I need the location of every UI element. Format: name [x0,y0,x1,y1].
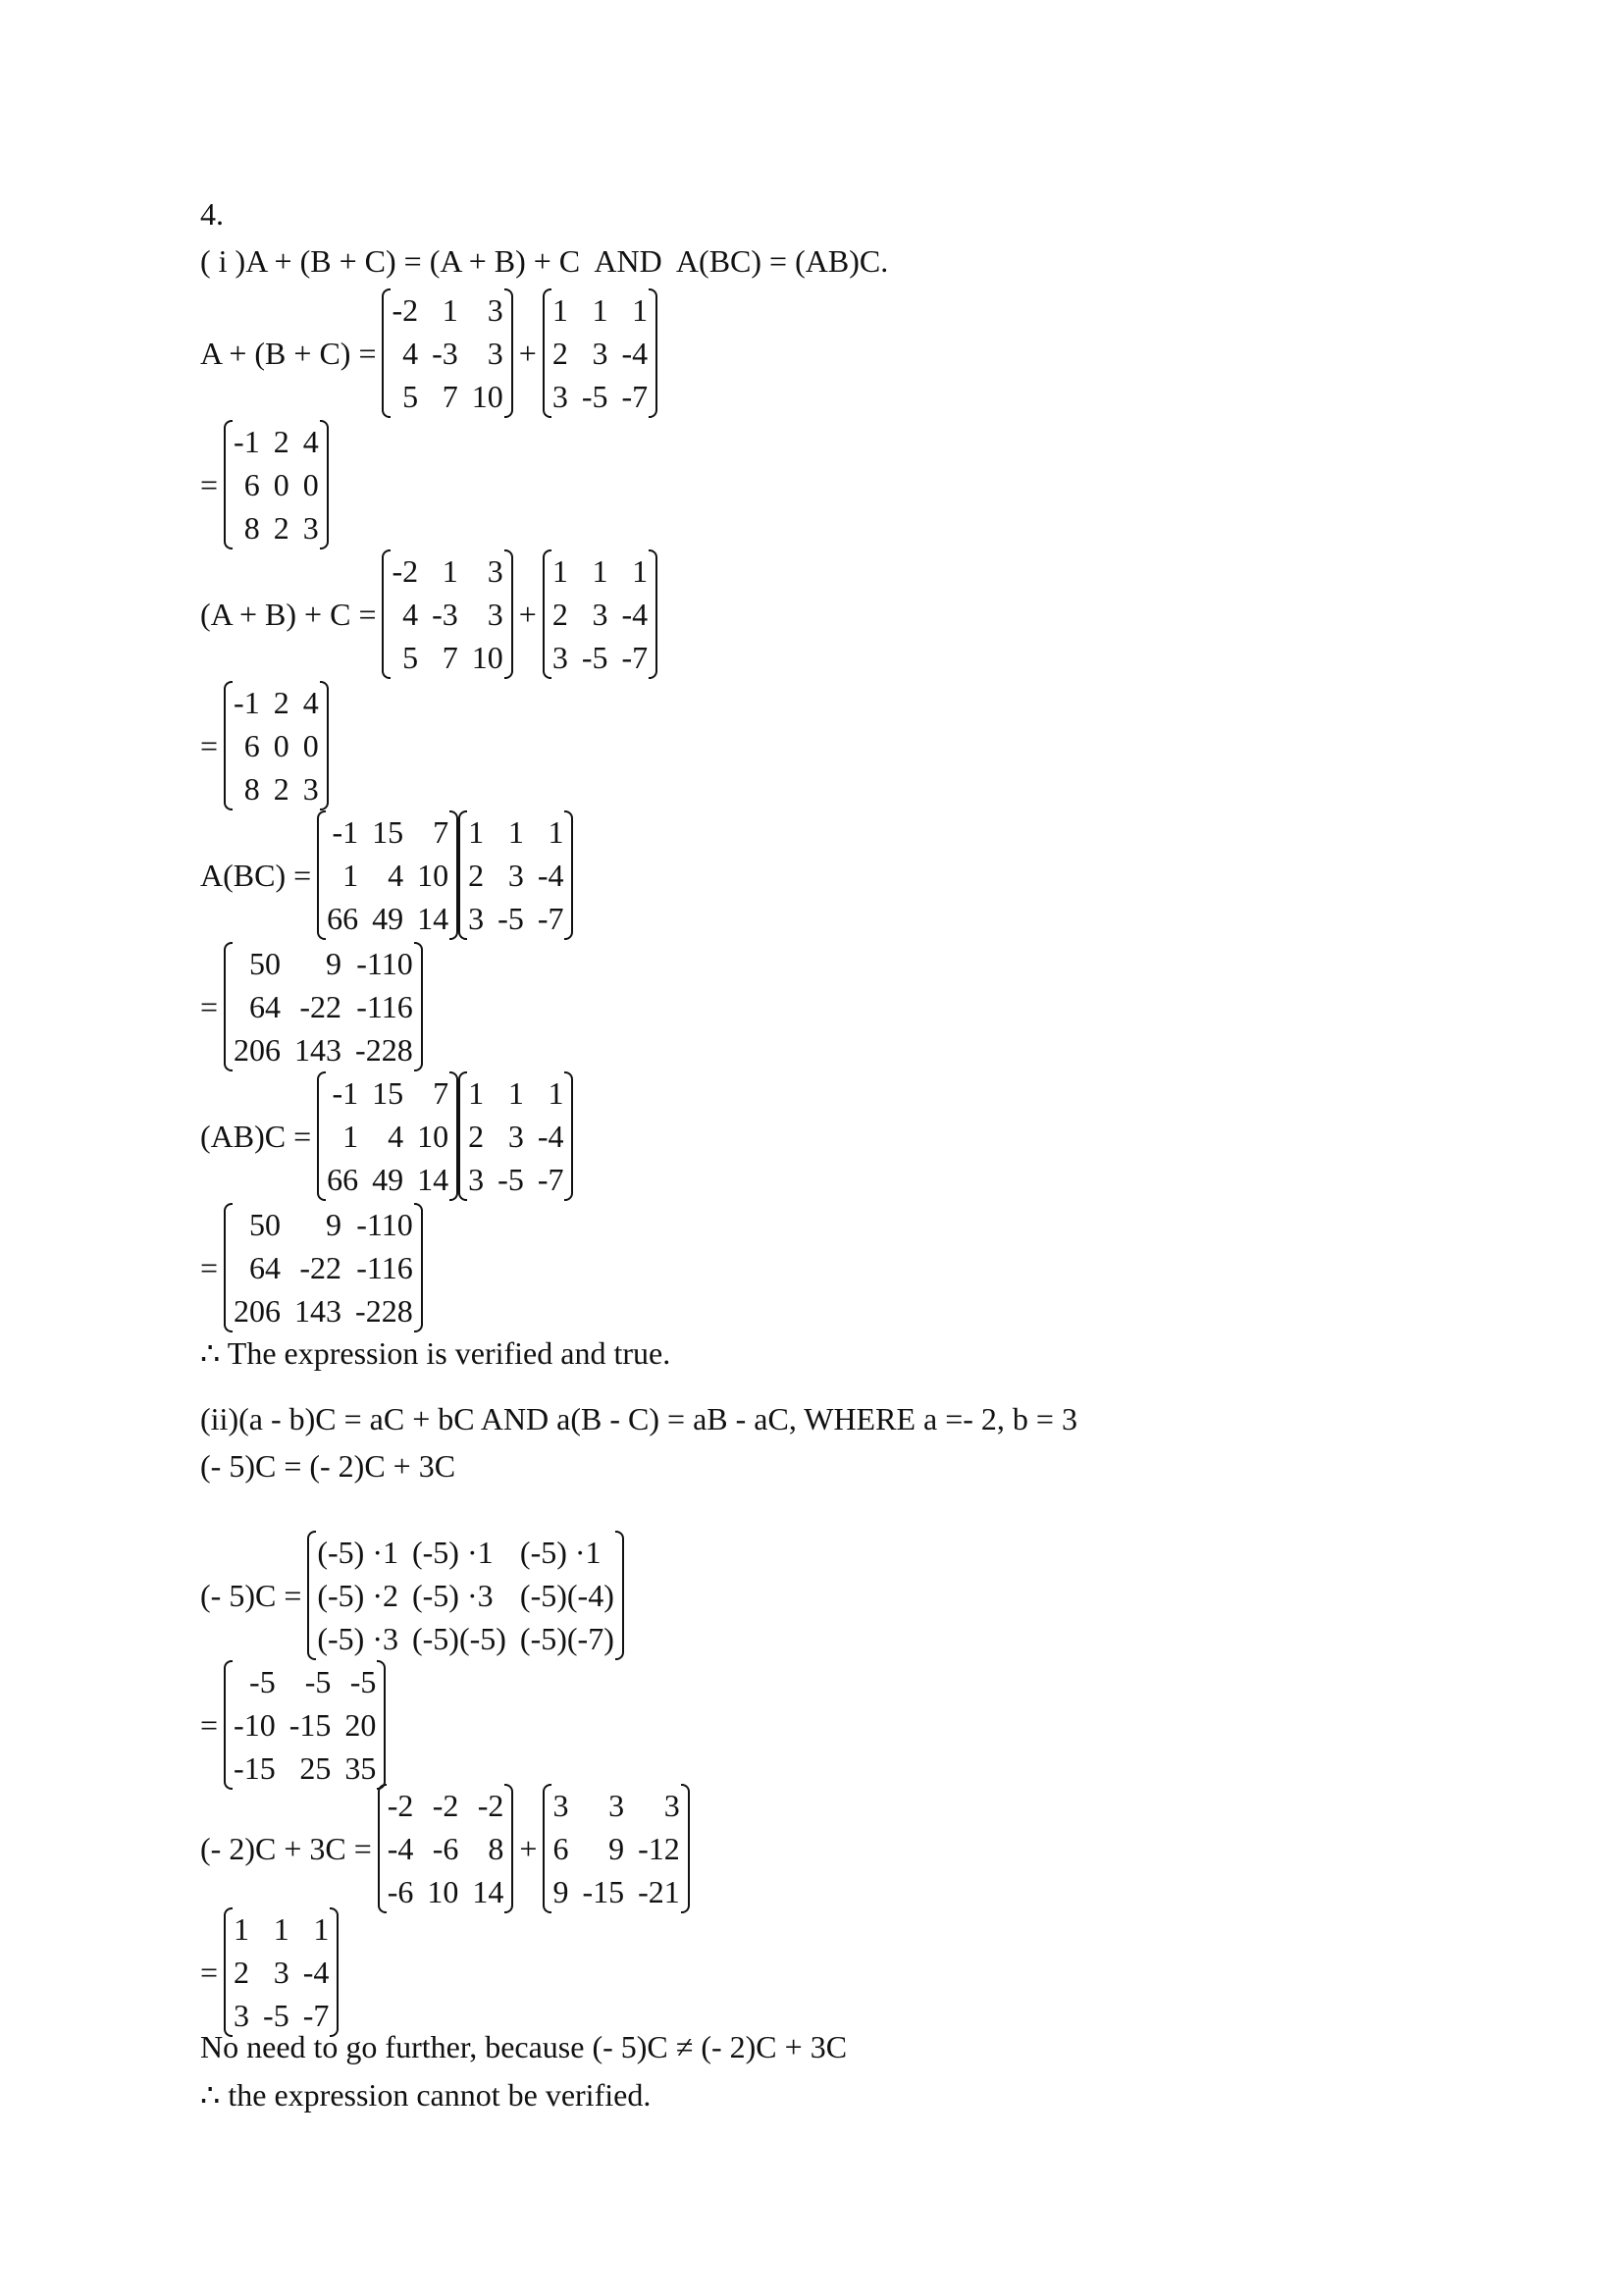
matrix-cell: 3 [507,858,524,893]
equation-lhs: A(BC) = [200,857,312,893]
equation-line [200,1784,690,1913]
matrix-cell: 2 [468,858,485,893]
line-text: ∴ The expression is verified and true. [200,1335,671,1371]
matrix-cell: -116 [356,1250,413,1285]
matrix-cell: 1 [468,1075,485,1111]
matrix-cell: 3 [468,1162,485,1197]
equation-line [200,288,657,418]
matrix-cell: -21 [638,1874,680,1909]
line-text: (ii)(a - b)C = aC + bC AND a(B - C) = aB - aC, WHERE a =- 2, b = 3 [200,1401,1077,1436]
matrix-cell: 7 [442,640,458,675]
matrix-cell: 9 [552,1874,569,1909]
matrix-cell: 66 [327,901,359,936]
matrix-cell: -4 [621,336,649,371]
matrix-cell: 3 [552,1788,569,1823]
matrix-cell: -4 [387,1831,414,1866]
matrix-cell: -7 [537,901,564,936]
matrix-cell: -6 [432,1831,459,1866]
matrix-cell: 1 [632,553,649,589]
matrix [307,1531,624,1660]
matrix-cell: -15 [288,1707,332,1743]
equation-lhs: = [200,988,219,1024]
equation-lhs: = [200,466,219,502]
matrix-cell: 10 [427,1874,459,1909]
matrix-cell: 7 [433,1075,449,1111]
matrix [458,1071,573,1201]
line-text: ∴ the expression cannot be verified. [200,2077,652,2113]
matrix-cell: 14 [417,901,449,936]
matrix-cell: 2 [551,597,568,632]
matrix-cell: 5 [402,379,419,414]
matrix [224,681,329,810]
matrix-cell: 3 [487,553,503,589]
matrix-cell: 3 [592,597,608,632]
matrix [317,810,458,940]
matrix-cell: 14 [417,1162,449,1197]
text-line [200,243,888,280]
matrix-cell: 2 [551,336,568,371]
matrix-cell: -116 [356,989,413,1024]
matrix-cell: -4 [621,597,649,632]
matrix-cell: 1 [507,1075,524,1111]
matrix-cell: (-5) ·1 [317,1535,398,1570]
matrix [224,942,423,1071]
matrix-cell: -3 [432,336,458,371]
matrix-cell: -2 [432,1788,459,1823]
matrix-cell: 64 [249,1250,282,1285]
matrix-cell: 2 [273,685,289,720]
matrix-cell: (-5) ·2 [317,1578,398,1613]
matrix-cell: 10 [471,640,503,675]
matrix-cell: -1 [332,814,359,850]
matrix-cell: -7 [621,379,649,414]
matrix-cell: -5 [581,640,608,675]
matrix-cell: 4 [402,336,419,371]
matrix-cell: 64 [249,989,282,1024]
matrix-cell: -3 [432,597,458,632]
matrix-cell: (-5) ·3 [317,1621,398,1656]
line-text: No need to go further, because (- 5)C ≠ (- 2)C + 3C [200,2029,848,2064]
matrix-cell: 1 [551,553,568,589]
equation-lhs: (- 5)C = [200,1577,302,1613]
matrix-cell: 6 [243,467,260,502]
matrix-cell: 3 [487,292,503,328]
matrix-cell: 50 [249,1207,282,1242]
operator: + [519,1830,538,1866]
matrix-cell: 49 [372,1162,404,1197]
text-line [200,196,224,233]
matrix-cell: 7 [433,814,449,850]
matrix-cell: 2 [273,510,289,546]
matrix [382,549,512,679]
matrix-cell: 206 [234,1032,282,1068]
matrix-cell: 6 [552,1831,569,1866]
matrix [382,288,512,418]
matrix [458,810,573,940]
matrix-cell: 1 [234,1911,250,1947]
matrix-cell: 4 [402,597,419,632]
matrix-cell: -5 [581,379,608,414]
equation-line [200,420,329,549]
matrix-cell: 206 [234,1293,282,1329]
matrix-cell: 3 [608,1788,625,1823]
matrix-cell: 10 [417,1119,449,1154]
matrix-cell: -2 [387,1788,414,1823]
matrix-cell: -110 [356,946,413,981]
matrix-cell: 35 [344,1750,377,1786]
matrix-cell: -1 [332,1075,359,1111]
operator: + [518,335,537,371]
matrix-cell: 20 [344,1707,377,1743]
matrix-cell: 49 [372,901,404,936]
matrix-cell: -4 [302,1955,330,1990]
equation-lhs: = [200,1954,219,1990]
equation-lhs: (- 2)C + 3C = [200,1830,372,1866]
matrix-cell: 15 [372,1075,404,1111]
matrix-cell: -22 [299,989,342,1024]
matrix-cell: 143 [294,1032,342,1068]
equation-line [200,1531,624,1660]
matrix-cell: 66 [327,1162,359,1197]
equation-line [200,1660,386,1790]
matrix [224,1660,386,1790]
matrix-cell: 1 [342,1119,359,1154]
matrix-cell: -5 [349,1664,377,1699]
equation-line [200,549,657,679]
matrix-cell: 8 [243,510,260,546]
matrix-cell: -5 [263,1998,289,2033]
matrix-cell: 3 [273,1955,289,1990]
matrix-cell: (-5) ·1 [519,1535,602,1570]
line-text: 4. [200,196,224,232]
operator: + [518,596,537,632]
equation-line [200,1907,339,2037]
equation-lhs: (A + B) + C = [200,596,377,632]
matrix-cell: (-5)(-5) [411,1621,506,1656]
equation-line [200,681,329,810]
matrix-cell: -6 [387,1874,414,1909]
matrix-cell: 1 [548,1075,564,1111]
matrix-cell: 3 [507,1119,524,1154]
matrix-cell: -1 [234,685,260,720]
equation-line [200,1071,573,1201]
line-text: (- 5)C = (- 2)C + 3C [200,1448,456,1484]
matrix-cell: 3 [302,771,319,807]
matrix-cell: -10 [234,1707,276,1743]
matrix-cell: 1 [468,814,485,850]
matrix-cell: 8 [243,771,260,807]
matrix-cell: 3 [302,510,319,546]
matrix-cell: 15 [372,814,404,850]
equation-lhs: = [200,1706,219,1743]
matrix-cell: -5 [249,1664,276,1699]
matrix-cell: -4 [537,1119,564,1154]
matrix-cell: 3 [487,597,503,632]
matrix-cell: (-5)(-4) [519,1578,614,1613]
matrix-cell: -15 [582,1874,625,1909]
matrix-cell: -7 [537,1162,564,1197]
matrix-cell: 9 [326,946,342,981]
matrix-cell: 4 [388,858,404,893]
matrix-cell: 1 [507,814,524,850]
line-text: ( i )A + (B + C) = (A + B) + C AND A(BC) = (AB)C. [200,243,889,279]
matrix-cell: -2 [392,292,419,328]
text-line [200,1401,1077,1437]
matrix-cell: (-5) ·3 [411,1578,494,1613]
matrix [317,1071,458,1201]
equation-line [200,1203,423,1332]
equation-line [200,942,423,1071]
equation-lhs: = [200,727,219,763]
matrix-cell: 0 [273,467,289,502]
matrix-cell: -22 [299,1250,342,1285]
matrix-cell: 6 [243,728,260,763]
matrix-cell: 2 [273,424,289,459]
text-line [200,1448,455,1485]
text-line [200,1334,670,1372]
matrix-cell: 1 [342,858,359,893]
matrix-cell: 3 [468,901,485,936]
matrix-cell: 3 [234,1998,250,2033]
matrix-cell: 1 [632,292,649,328]
matrix-cell: 50 [249,946,282,981]
matrix-cell: 2 [468,1119,485,1154]
matrix-cell: 1 [592,553,608,589]
matrix-cell: 3 [487,336,503,371]
matrix-cell: 9 [326,1207,342,1242]
matrix-cell: 9 [608,1831,625,1866]
matrix-cell: -15 [234,1750,276,1786]
matrix-cell: 8 [488,1831,504,1866]
matrix-cell: -1 [234,424,260,459]
matrix-cell: 2 [273,771,289,807]
text-line [200,2029,847,2065]
matrix-cell: 3 [592,336,608,371]
matrix [543,288,657,418]
matrix-cell: -5 [497,1162,524,1197]
matrix-cell: 1 [592,292,608,328]
matrix-cell: -228 [355,1293,413,1329]
matrix-cell: 4 [302,424,319,459]
matrix-cell: 2 [234,1955,250,1990]
matrix-cell: 143 [294,1293,342,1329]
matrix-cell: -4 [537,858,564,893]
matrix-cell: 7 [442,379,458,414]
matrix-cell: -7 [621,640,649,675]
matrix-cell: 3 [551,379,568,414]
matrix-cell: -7 [302,1998,330,2033]
matrix-cell: -5 [497,901,524,936]
equation-lhs: = [200,1249,219,1285]
equation-line [200,810,573,940]
equation-lhs: A + (B + C) = [200,335,377,371]
matrix-cell: -12 [638,1831,680,1866]
matrix-cell: 0 [302,728,319,763]
matrix [543,1784,689,1913]
matrix-cell: 0 [302,467,319,502]
matrix [224,420,329,549]
matrix-cell: 3 [551,640,568,675]
matrix-cell: -2 [477,1788,504,1823]
matrix-cell: 1 [442,292,458,328]
matrix-cell: 14 [472,1874,504,1909]
matrix-cell: 1 [273,1911,289,1947]
matrix-cell: 3 [663,1788,680,1823]
matrix-cell: -228 [355,1032,413,1068]
matrix-cell: 1 [551,292,568,328]
matrix-cell: 10 [471,379,503,414]
matrix [224,1907,339,2037]
matrix [543,549,657,679]
matrix-cell: 1 [313,1911,330,1947]
matrix [224,1203,423,1332]
matrix-cell: 5 [402,640,419,675]
matrix-cell: 1 [548,814,564,850]
equation-lhs: (AB)C = [200,1118,312,1154]
matrix-cell: (-5) ·1 [411,1535,494,1570]
matrix-cell: 0 [273,728,289,763]
matrix-cell: 25 [299,1750,332,1786]
text-line [200,2076,651,2113]
matrix-cell: -110 [356,1207,413,1242]
matrix-cell: -2 [392,553,419,589]
matrix-cell: 4 [302,685,319,720]
matrix [378,1784,514,1913]
matrix-cell: -5 [304,1664,332,1699]
matrix-cell: 1 [442,553,458,589]
matrix-cell: 4 [388,1119,404,1154]
matrix-cell: (-5)(-7) [519,1621,614,1656]
matrix-cell: 10 [417,858,449,893]
